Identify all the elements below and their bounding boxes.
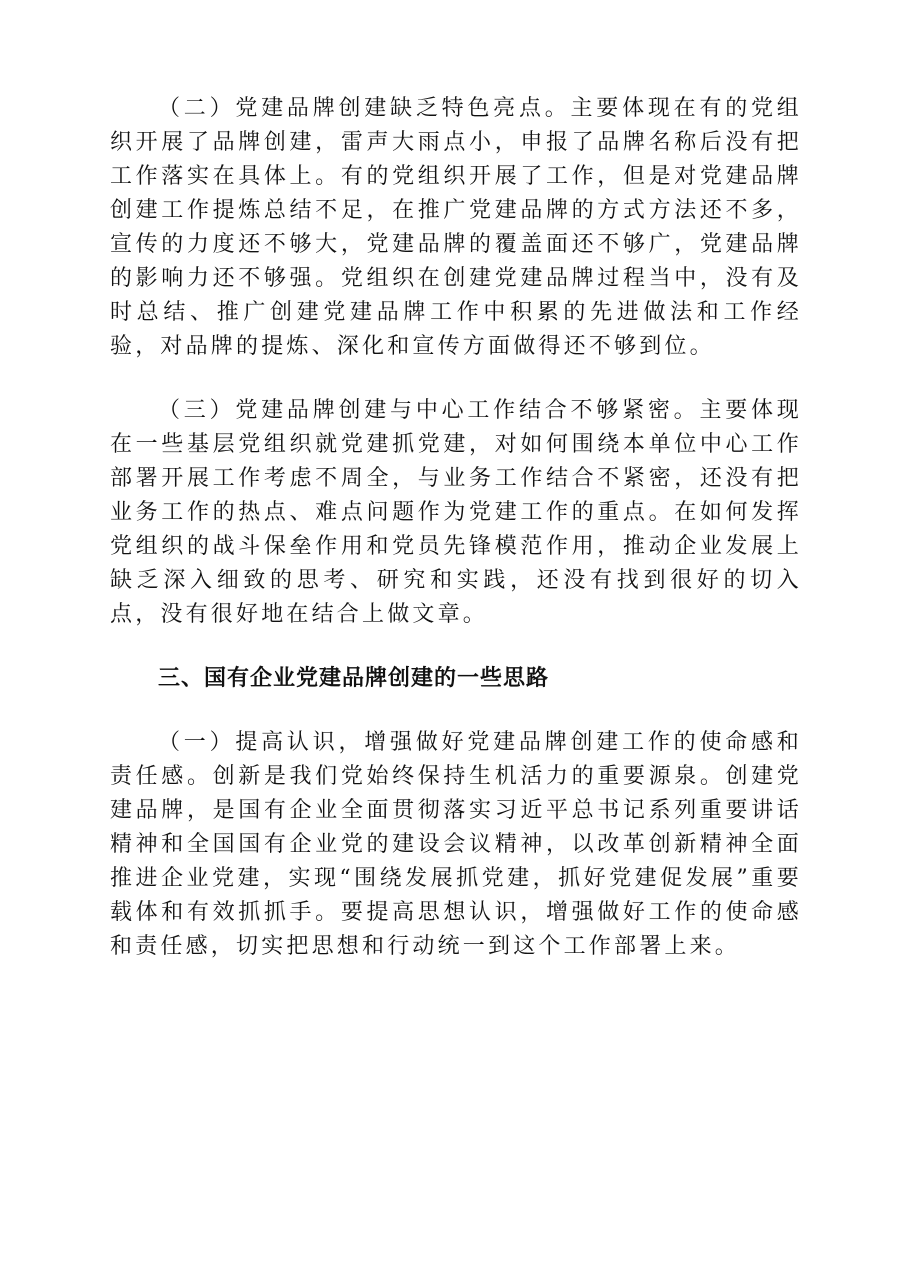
paragraph-section-3: （三）党建品牌创建与中心工作结合不够紧密。主要体现在一些基层党组织就党建抓党建，对如何围绕本单位中心工作部署开展工作考虑不周全，与业务工作结合不紧密，还没有把业务工作的热点、难点问题作为党建工作的重点。在如何发挥党组织的战斗保垒作用和党员先锋模范作用，推动企业发展上缺乏深入细致的思考、研究和实践，还没有找到很好的切入点，没有很好地在结合上做文章。 — [110, 398, 802, 627]
section-heading: 三、国有企业党建品牌创建的一些思路 — [158, 666, 550, 691]
document-page — [110, 92, 802, 994]
paragraph-idea-1: （一）提高认识，增强做好党建品牌创建工作的使命感和责任感。创新是我们党始终保持生机活力的重要源泉。创建党建品牌，是国有企业全面贯彻落实习近平总书记系列重要讲话精神和全国国有企业党的建设会议精神，以改革创新精神全面推进企业党建，实现“围绕发展抓党建，抓好党建促发展”重要载体和有效抓抓手。要提高思想认识，增强做好工作的使命感和责任感，切实把思想和行动统一到这个工作部署上来。 — [110, 730, 802, 959]
paragraph-section-2: （二）党建品牌创建缺乏特色亮点。主要体现在有的党组织开展了品牌创建，雷声大雨点小，申报了品牌名称后没有把工作落实在具体上。有的党组织开展了工作，但是对党建品牌创建工作提炼总结不足，在推广党建品牌的方式方法还不多，宣传的力度还不够大，党建品牌的覆盖面还不够广，党建品牌的影响力还不够强。党组织在创建党建品牌过程当中，没有及时总结、推广创建党建品牌工作中积累的先进做法和工作经验，对品牌的提炼、深化和宣传方面做得还不够到位。 — [110, 96, 802, 359]
